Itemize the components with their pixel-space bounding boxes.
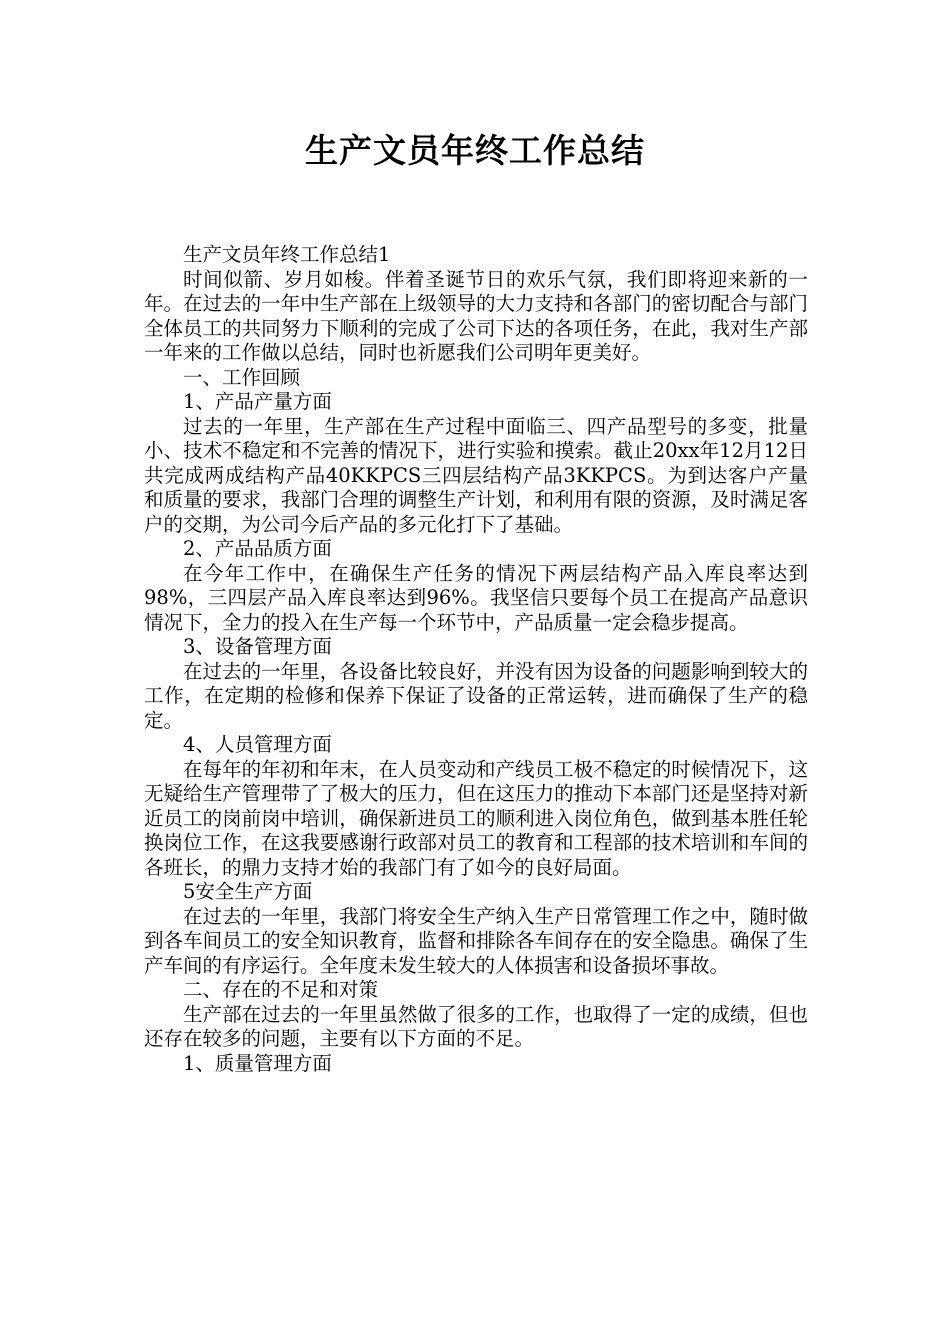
paragraph: 在今年工作中，在确保生产任务的情况下两层结构产品入库良率达到98%，三四层产品入库良率达到96%。我坚信只要每个员工在提高产品意识情况下，全力的投入在生产每一个环节中，产品质量一定会稳步提高。 — [144, 561, 808, 634]
paragraph: 在过去的一年里，各设备比较良好，并没有因为设备的问题影响到较大的工作，在定期的检修和保养下保证了设备的正常运转，进而确保了生产的稳定。 — [144, 659, 808, 732]
section-heading: 一、工作回顾 — [183, 365, 301, 389]
section-heading: 二、存在的不足和对策 — [183, 978, 379, 1001]
subsection-heading: 4、人员管理方面 — [183, 733, 332, 756]
paragraph: 在每年的年初和年末，在人员变动和产线员工极不稳定的时候情况下，这无疑给生产管理带了了极大的压力，但在这压力的推动下本部门还是坚持对新近员工的岗前岗中培训，确保新进员工的顺利进入岗位角色，做到基本胜任轮换岗位工作，在这我要感谢行政部对员工的教育和工程部的技术培训和车间的各班长，的鼎力支持才始的我部门有了如今的良好局面。 — [144, 757, 808, 879]
paragraph: 时间似箭、岁月如梭。伴着圣诞节日的欢乐气氛，我们即将迎来新的一年。在过去的一年中生产部在上级领导的大力支持和各部门的密切配合与部门全体员工的共同努力下顺利的完成了公司下达的各项任务，在此，我对生产部一年来的工作做以总结，同时也祈愿我们公司明年更美好。 — [144, 267, 808, 364]
subsection-heading: 2、产品品质方面 — [183, 537, 332, 560]
section-heading: 生产文员年终工作总结1 — [183, 243, 391, 266]
subsection-heading: 1、质量管理方面 — [183, 1051, 332, 1075]
subsection-heading: 5安全生产方面 — [183, 880, 313, 903]
paragraph: 生产部在过去的一年里虽然做了很多的工作，也取得了一定的成绩，但也还存在较多的问题，主要有以下方面的不足。 — [144, 1002, 808, 1050]
document-title: 生产文员年终工作总结 — [305, 131, 645, 170]
document-body — [144, 243, 808, 1076]
paragraph: 在过去的一年里，我部门将安全生产纳入生产日常管理工作之中，随时做到各车间员工的安全知识教育，监督和排除各车间存在的安全隐患。确保了生产车间的有序运行。全年度未发生较大的人体损害和设备损坏事故。 — [144, 904, 808, 977]
paragraph: 过去的一年里，生产部在生产过程中面临三、四产品型号的多变，批量小、技术不稳定和不完善的情况下，进行实验和摸索。截止20xx年12月12日共完成两成结构产品40KKPCS三四层结构产品3KKPCS。为到达客户产量和质量的要求，我部门合理的调整生产计划，和利用有限的资源，及时满足客户的交期，为公司今后产品的多元化打下了基础。 — [144, 414, 808, 536]
subsection-heading: 3、设备管理方面 — [183, 635, 332, 658]
subsection-heading: 1、产品产量方面 — [183, 390, 332, 413]
